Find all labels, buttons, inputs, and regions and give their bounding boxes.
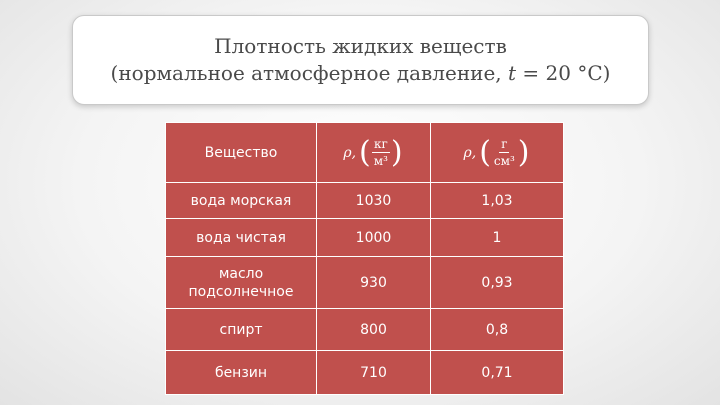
unit-denominator: м³	[373, 154, 388, 168]
unit-denominator: см³	[493, 154, 515, 168]
header-density-g-cm3	[431, 123, 564, 183]
rho-symbol: ρ,	[463, 144, 477, 161]
density-kg-m3: 710	[317, 351, 431, 395]
density-g-cm3: 1,03	[431, 183, 564, 219]
close-paren: )	[390, 134, 403, 170]
table-row	[166, 219, 564, 257]
title-conditions-text: (нормальное атмосферное давление,	[110, 61, 502, 85]
title-main: Плотность жидких веществ	[214, 34, 507, 58]
density-kg-m3: 800	[317, 309, 431, 351]
substance-name	[166, 257, 317, 309]
table-row	[166, 257, 564, 309]
header-substance: Вещество	[166, 123, 317, 183]
open-paren: (	[359, 134, 371, 170]
table-row	[166, 351, 564, 395]
title-temperature	[508, 61, 610, 85]
table-header-row	[166, 123, 564, 183]
density-g-cm3: 0,93	[431, 257, 564, 309]
temperature-value: = 20 °C)	[516, 61, 611, 85]
unit-kg-m3	[372, 137, 390, 168]
temperature-variable: t	[508, 61, 517, 85]
density-g-cm3: 0,71	[431, 351, 564, 395]
density-kg-m3: 1030	[317, 183, 431, 219]
density-g-cm3: 0,8	[431, 309, 564, 351]
substance-name: бензин	[166, 351, 317, 395]
substance-name: вода морская	[166, 183, 317, 219]
unit-numerator: кг	[373, 137, 388, 151]
substance-name: спирт	[166, 309, 317, 351]
density-table	[165, 122, 564, 395]
header-density-kg-m3	[317, 123, 431, 183]
substance-name-line1: масло	[218, 265, 264, 282]
close-paren: )	[517, 134, 530, 170]
density-kg-m3: 930	[317, 257, 431, 309]
table-row	[166, 183, 564, 219]
density-kg-m3: 1000	[317, 219, 431, 257]
unit-g-cm3	[492, 137, 517, 168]
unit-numerator: г	[501, 137, 508, 151]
open-paren: (	[479, 134, 491, 170]
substance-name: вода чистая	[166, 219, 317, 257]
density-g-cm3: 1	[431, 219, 564, 257]
substance-name-line2: подсолнечное	[188, 283, 294, 300]
rho-symbol: ρ,	[343, 144, 357, 161]
title-conditions	[111, 60, 611, 87]
title-box	[72, 15, 649, 105]
table-row	[166, 309, 564, 351]
